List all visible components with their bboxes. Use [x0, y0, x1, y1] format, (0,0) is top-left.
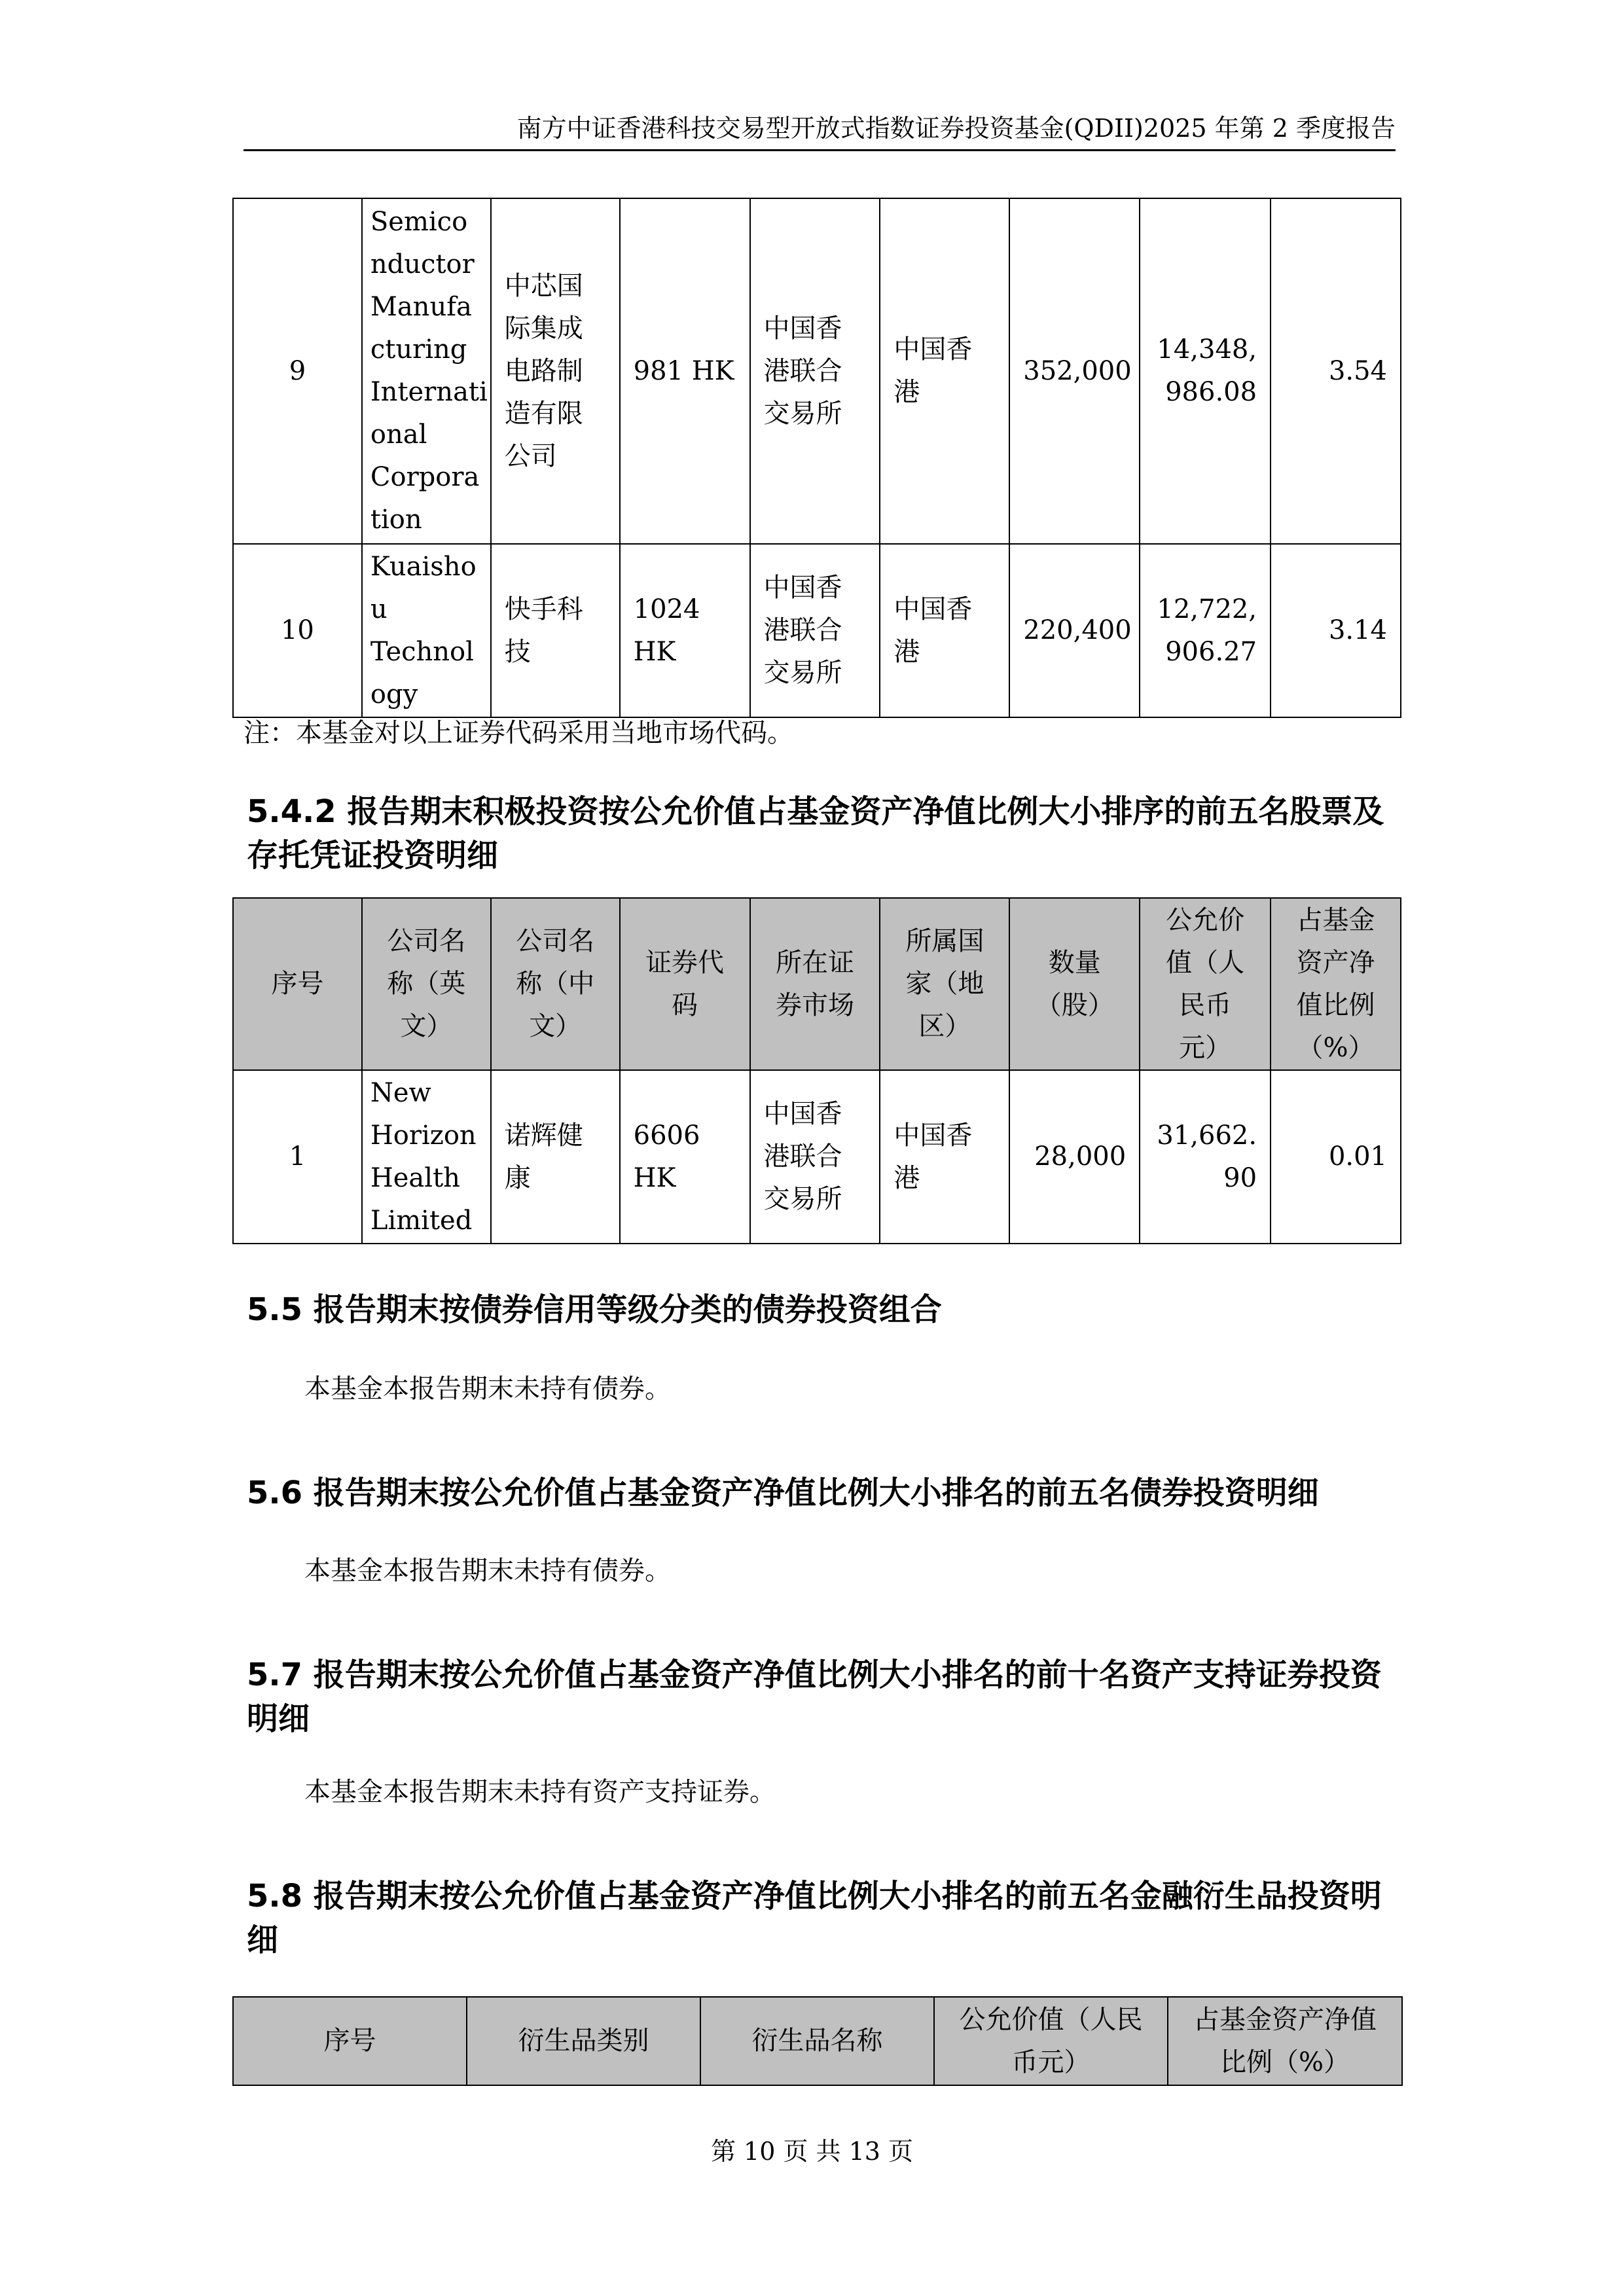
security-code: 6606 HK — [620, 1070, 750, 1244]
col-header-ratio: 占基金 资产净 值比例 （%） — [1271, 898, 1401, 1070]
security-code: 1024 HK — [620, 544, 750, 717]
company-name-cn: 诺辉健 康 — [491, 1070, 620, 1244]
table-row — [233, 198, 1401, 544]
col-header-derivative-name: 衍生品名称 — [700, 1997, 934, 2085]
page-footer: 第 10 页 共 13 页 — [710, 2137, 914, 2166]
nav-ratio: 3.54 — [1271, 198, 1401, 544]
page-header: 南方中证香港科技交易型开放式指数证券投资基金(QDII)2025 年第 2 季度报告 — [244, 113, 1396, 151]
top-holdings-table-continued — [232, 198, 1401, 718]
section-5-8-title: 5.8 报告期末按公允价值占基金资产净值比例大小排名的前五名金融衍生品投资明细 — [247, 1878, 1382, 1958]
company-name-en: Semico nductor Manufa cturing Internati onal Corpora tion — [362, 198, 491, 544]
row-no: 1 — [233, 1070, 362, 1244]
company-name-cn: 快手科技 — [491, 544, 620, 717]
market: 中国香 港联合 交易所 — [750, 198, 880, 544]
table-header-row — [233, 898, 1401, 1070]
company-name-cn: 中芯国 际集成 电路制 造有限 公司 — [491, 198, 620, 544]
col-header-market: 所在证 券市场 — [750, 898, 880, 1070]
col-header-region: 所属国 家（地 区） — [880, 898, 1009, 1070]
quantity: 28,000 — [1009, 1070, 1140, 1244]
section-5-4-2-title: 5.4.2 报告期末积极投资按公允价值占基金资产净值比例大小排序的前五名股票及存托凭证投资明细 — [247, 793, 1384, 874]
section-5-6-title: 5.6 报告期末按公允价值占基金资产净值比例大小排名的前五名债券投资明细 — [247, 1475, 1319, 1511]
section-5-5-text: 本基金本报告期末未持有债券。 — [304, 1374, 671, 1404]
security-code: 981 HK — [620, 198, 750, 544]
col-header-derivative-type: 衍生品类别 — [467, 1997, 700, 2085]
active-investment-table — [232, 897, 1401, 1244]
quantity: 352,000 — [1009, 198, 1140, 544]
company-name-en: New Horizon Health Limited — [362, 1070, 491, 1244]
quantity: 220,400 — [1009, 544, 1140, 717]
table-row — [233, 1070, 1401, 1244]
col-header-qty: 数量 （股） — [1009, 898, 1140, 1070]
col-header-no: 序号 — [233, 1997, 467, 2085]
section-5-5-title: 5.5 报告期末按债券信用等级分类的债券投资组合 — [247, 1291, 942, 1328]
derivatives-table — [232, 1996, 1403, 2086]
section-5-7-title: 5.7 报告期末按公允价值占基金资产净值比例大小排名的前十名资产支持证券投资明细 — [247, 1657, 1382, 1737]
section-5-7-text: 本基金本报告期末未持有资产支持证券。 — [304, 1777, 776, 1807]
col-header-value: 公允价值（人民 币元） — [934, 1997, 1168, 2085]
market: 中国香 港联合 交易所 — [750, 544, 880, 717]
company-name-en: Kuaisho u Technol ogy — [362, 544, 491, 717]
table-row — [233, 544, 1401, 717]
col-header-ratio: 占基金资产净值 比例（%） — [1168, 1997, 1402, 2085]
region: 中国香 港 — [880, 1070, 1009, 1244]
market: 中国香 港联合 交易所 — [750, 1070, 880, 1244]
fair-value: 31,662. 90 — [1140, 1070, 1271, 1244]
nav-ratio: 0.01 — [1271, 1070, 1401, 1244]
region: 中国香 港 — [880, 198, 1009, 544]
table-note: 注：本基金对以上证券代码采用当地市场代码。 — [244, 718, 793, 748]
col-header-no: 序号 — [233, 898, 362, 1070]
region: 中国香 港 — [880, 544, 1009, 717]
table-header-row — [233, 1997, 1402, 2085]
nav-ratio: 3.14 — [1271, 544, 1401, 717]
fair-value: 12,722, 906.27 — [1140, 544, 1271, 717]
row-no: 10 — [233, 544, 362, 717]
col-header-name-en: 公司名 称（英 文） — [362, 898, 491, 1070]
col-header-value: 公允价 值（人 民币 元） — [1140, 898, 1271, 1070]
col-header-name-cn: 公司名 称（中 文） — [491, 898, 620, 1070]
section-5-6-text: 本基金本报告期末未持有债券。 — [304, 1556, 671, 1586]
fair-value: 14,348, 986.08 — [1140, 198, 1271, 544]
row-no: 9 — [233, 198, 362, 544]
col-header-code: 证券代 码 — [620, 898, 750, 1070]
